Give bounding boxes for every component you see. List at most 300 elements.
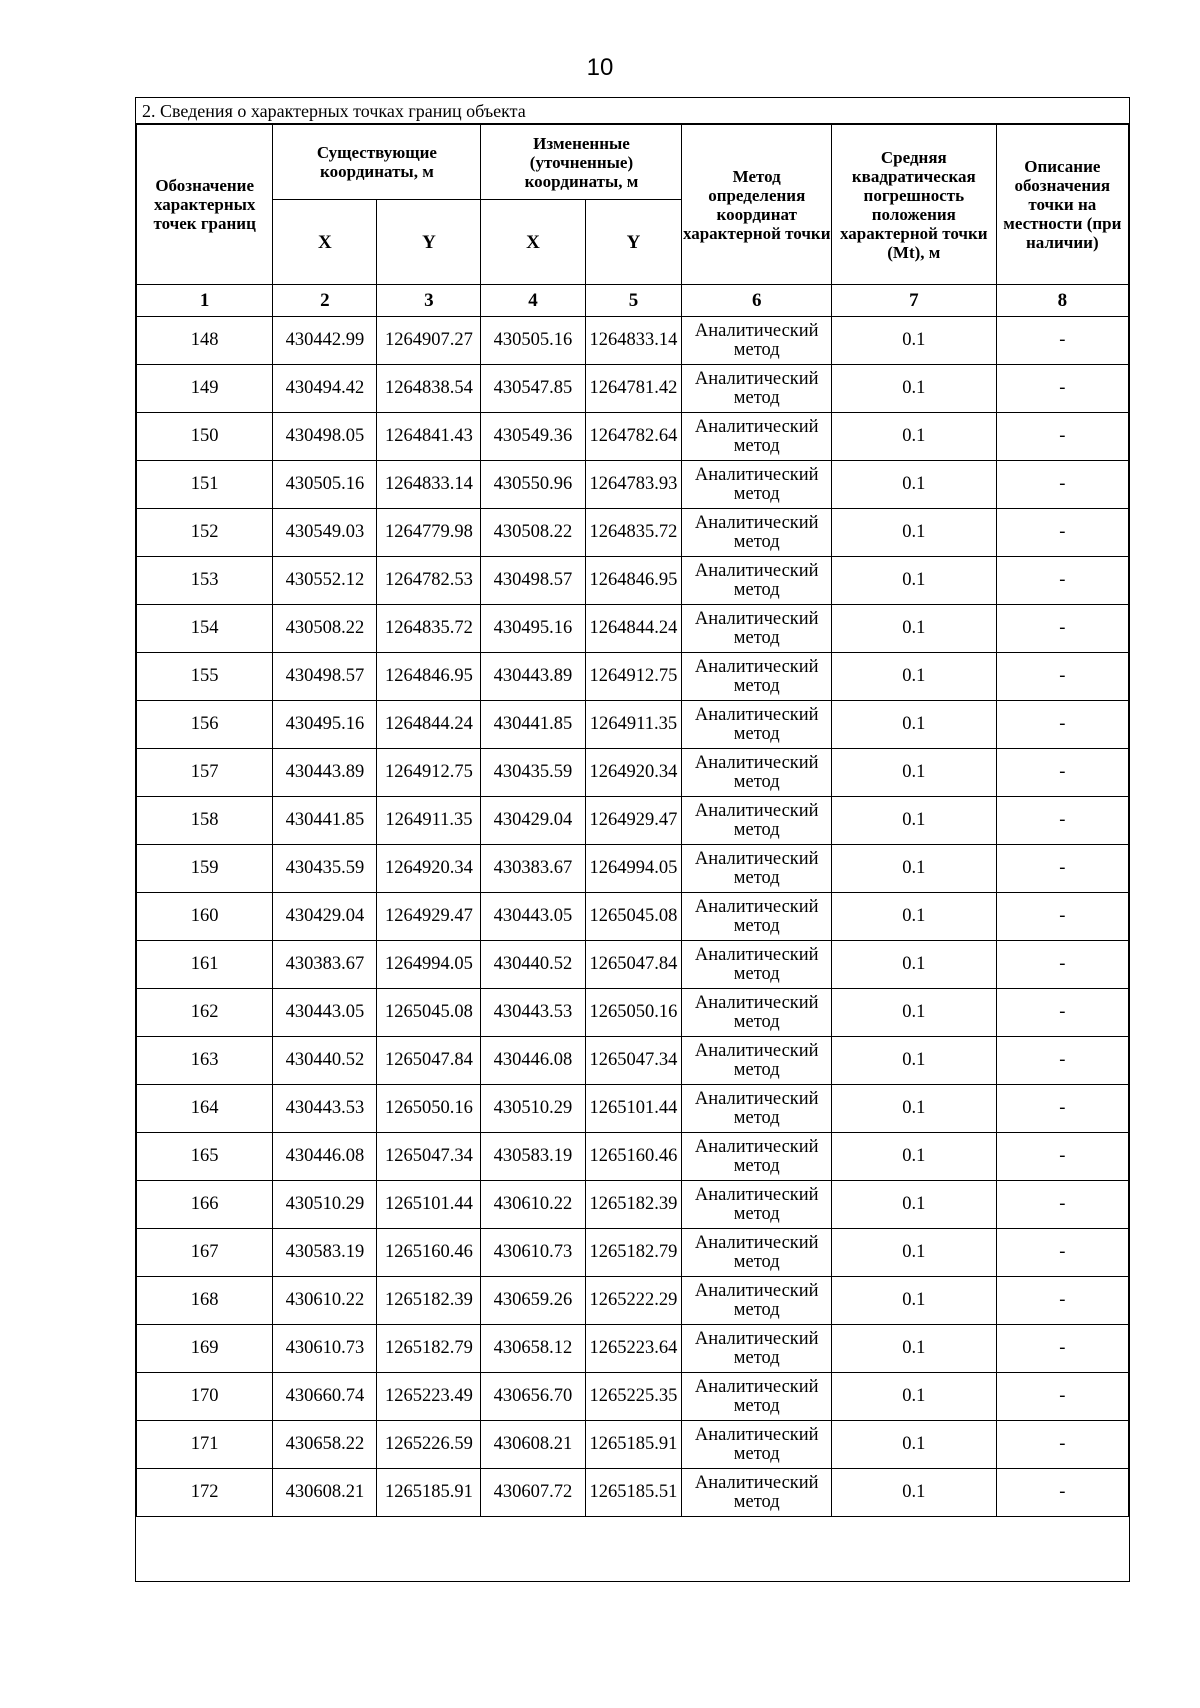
rms-error: 0.1 (831, 509, 996, 557)
changed-x: 430505.16 (481, 317, 585, 365)
column-number: 5 (585, 285, 682, 317)
table-row (137, 1421, 1129, 1469)
point-description: - (996, 1085, 1128, 1133)
point-id: 164 (137, 1085, 273, 1133)
header-method: Метод определения координат характерной точки (682, 125, 832, 285)
point-id: 149 (137, 365, 273, 413)
existing-y: 1264838.54 (377, 365, 481, 413)
changed-y: 1264783.93 (585, 461, 682, 509)
header-point-designation: Обозначение характерных точек границ (137, 125, 273, 285)
existing-y: 1264835.72 (377, 605, 481, 653)
changed-x: 430659.26 (481, 1277, 585, 1325)
existing-y: 1265223.49 (377, 1373, 481, 1421)
changed-y: 1264920.34 (585, 749, 682, 797)
existing-x: 430442.99 (273, 317, 377, 365)
method-cell (682, 653, 832, 701)
existing-y: 1265160.46 (377, 1229, 481, 1277)
changed-x: 430510.29 (481, 1085, 585, 1133)
changed-x: 430441.85 (481, 701, 585, 749)
existing-x: 430494.42 (273, 365, 377, 413)
point-id: 159 (137, 845, 273, 893)
method-line-2: метод (733, 1107, 780, 1128)
point-description: - (996, 1469, 1128, 1517)
method-line-1: Аналитический (694, 1376, 819, 1397)
point-description: - (996, 797, 1128, 845)
changed-y: 1264912.75 (585, 653, 682, 701)
changed-x: 430508.22 (481, 509, 585, 557)
header-existing-coords: Существующие координаты, м (273, 125, 481, 200)
rms-error: 0.1 (831, 1181, 996, 1229)
method-line-1: Аналитический (694, 752, 819, 773)
boundary-points-table (136, 124, 1129, 1517)
method-line-1: Аналитический (694, 1136, 819, 1157)
header-rms-error: Средняя квадратическая погрешность положения характерной точки (Mt), м (831, 125, 996, 285)
rms-error: 0.1 (831, 1469, 996, 1517)
points-section (135, 97, 1130, 1582)
changed-y: 1265047.84 (585, 941, 682, 989)
method-cell (682, 1421, 832, 1469)
existing-y: 1264911.35 (377, 797, 481, 845)
rms-error: 0.1 (831, 1277, 996, 1325)
method-line-1: Аналитический (694, 1088, 819, 1109)
existing-x: 430505.16 (273, 461, 377, 509)
method-cell (682, 797, 832, 845)
point-description: - (996, 1373, 1128, 1421)
rms-error: 0.1 (831, 1421, 996, 1469)
existing-x: 430610.22 (273, 1277, 377, 1325)
rms-error: 0.1 (831, 1085, 996, 1133)
table-row (137, 701, 1129, 749)
existing-x: 430658.22 (273, 1421, 377, 1469)
rms-error: 0.1 (831, 1373, 996, 1421)
changed-y: 1265182.39 (585, 1181, 682, 1229)
rms-error: 0.1 (831, 1229, 996, 1277)
point-id: 157 (137, 749, 273, 797)
point-description: - (996, 1133, 1128, 1181)
changed-y: 1265050.16 (585, 989, 682, 1037)
method-cell (682, 989, 832, 1037)
point-id: 150 (137, 413, 273, 461)
table-body (137, 317, 1129, 1517)
method-line-2: метод (733, 435, 780, 456)
table-row (137, 461, 1129, 509)
method-cell (682, 557, 832, 605)
method-line-1: Аналитический (694, 1328, 819, 1349)
changed-y: 1265047.34 (585, 1037, 682, 1085)
method-line-2: метод (733, 1443, 780, 1464)
point-id: 156 (137, 701, 273, 749)
existing-x: 430443.89 (273, 749, 377, 797)
rms-error: 0.1 (831, 1133, 996, 1181)
method-line-1: Аналитический (694, 1232, 819, 1253)
changed-y: 1265223.64 (585, 1325, 682, 1373)
table-row (137, 557, 1129, 605)
table-row (137, 365, 1129, 413)
point-id: 151 (137, 461, 273, 509)
method-line-2: метод (733, 1155, 780, 1176)
changed-y: 1265160.46 (585, 1133, 682, 1181)
method-line-2: метод (733, 579, 780, 600)
existing-y: 1265182.79 (377, 1325, 481, 1373)
method-line-1: Аналитический (694, 848, 819, 869)
method-cell (682, 605, 832, 653)
method-line-2: метод (733, 1203, 780, 1224)
point-description: - (996, 1325, 1128, 1373)
table-row (137, 845, 1129, 893)
method-line-1: Аналитический (694, 944, 819, 965)
rms-error: 0.1 (831, 893, 996, 941)
changed-x: 430547.85 (481, 365, 585, 413)
rms-error: 0.1 (831, 653, 996, 701)
rms-error: 0.1 (831, 413, 996, 461)
method-line-1: Аналитический (694, 896, 819, 917)
point-id: 153 (137, 557, 273, 605)
changed-x: 430429.04 (481, 797, 585, 845)
changed-y: 1265045.08 (585, 893, 682, 941)
point-id: 148 (137, 317, 273, 365)
method-cell (682, 1037, 832, 1085)
section-title: 2. Сведения о характерных точках границ объекта (136, 98, 1129, 124)
header-existing-y: Y (377, 200, 481, 285)
table-row (137, 1133, 1129, 1181)
point-id: 166 (137, 1181, 273, 1229)
table-row (137, 749, 1129, 797)
method-cell (682, 893, 832, 941)
existing-y: 1265185.91 (377, 1469, 481, 1517)
existing-y: 1264929.47 (377, 893, 481, 941)
method-line-1: Аналитический (694, 1040, 819, 1061)
method-line-2: метод (733, 627, 780, 648)
method-line-2: метод (733, 1491, 780, 1512)
changed-x: 430443.89 (481, 653, 585, 701)
changed-x: 430656.70 (481, 1373, 585, 1421)
existing-x: 430498.57 (273, 653, 377, 701)
existing-x: 430510.29 (273, 1181, 377, 1229)
method-line-2: метод (733, 771, 780, 792)
changed-y: 1265101.44 (585, 1085, 682, 1133)
existing-y: 1264907.27 (377, 317, 481, 365)
rms-error: 0.1 (831, 1037, 996, 1085)
existing-x: 430610.73 (273, 1325, 377, 1373)
header-existing-x: X (273, 200, 377, 285)
changed-y: 1264994.05 (585, 845, 682, 893)
rms-error: 0.1 (831, 797, 996, 845)
changed-x: 430443.05 (481, 893, 585, 941)
method-line-2: метод (733, 531, 780, 552)
method-cell (682, 1133, 832, 1181)
existing-y: 1265226.59 (377, 1421, 481, 1469)
method-cell (682, 461, 832, 509)
method-cell (682, 365, 832, 413)
method-line-2: метод (733, 1251, 780, 1272)
method-line-1: Аналитический (694, 608, 819, 629)
point-description: - (996, 461, 1128, 509)
table-row (137, 1085, 1129, 1133)
existing-y: 1264912.75 (377, 749, 481, 797)
method-line-2: метод (733, 1347, 780, 1368)
point-id: 161 (137, 941, 273, 989)
existing-y: 1265182.39 (377, 1277, 481, 1325)
method-line-1: Аналитический (694, 1280, 819, 1301)
existing-x: 430552.12 (273, 557, 377, 605)
column-number: 8 (996, 285, 1128, 317)
table-row (137, 1325, 1129, 1373)
rms-error: 0.1 (831, 989, 996, 1037)
point-id: 169 (137, 1325, 273, 1373)
method-line-1: Аналитический (694, 992, 819, 1013)
existing-x: 430383.67 (273, 941, 377, 989)
changed-x: 430583.19 (481, 1133, 585, 1181)
point-description: - (996, 989, 1128, 1037)
changed-x: 430610.73 (481, 1229, 585, 1277)
point-id: 158 (137, 797, 273, 845)
column-number: 4 (481, 285, 585, 317)
changed-y: 1265185.91 (585, 1421, 682, 1469)
rms-error: 0.1 (831, 605, 996, 653)
existing-y: 1265045.08 (377, 989, 481, 1037)
changed-y: 1265222.29 (585, 1277, 682, 1325)
existing-y: 1265101.44 (377, 1181, 481, 1229)
changed-x: 430383.67 (481, 845, 585, 893)
method-line-1: Аналитический (694, 1472, 819, 1493)
changed-y: 1264929.47 (585, 797, 682, 845)
method-cell (682, 749, 832, 797)
point-description: - (996, 509, 1128, 557)
changed-x: 430440.52 (481, 941, 585, 989)
point-description: - (996, 1037, 1128, 1085)
point-id: 152 (137, 509, 273, 557)
point-id: 168 (137, 1277, 273, 1325)
method-line-2: метод (733, 915, 780, 936)
point-description: - (996, 749, 1128, 797)
point-description: - (996, 653, 1128, 701)
existing-x: 430660.74 (273, 1373, 377, 1421)
point-id: 160 (137, 893, 273, 941)
existing-y: 1264841.43 (377, 413, 481, 461)
changed-y: 1265185.51 (585, 1469, 682, 1517)
column-number-row (137, 285, 1129, 317)
point-description: - (996, 605, 1128, 653)
changed-x: 430610.22 (481, 1181, 585, 1229)
point-description: - (996, 701, 1128, 749)
point-description: - (996, 1277, 1128, 1325)
existing-y: 1265050.16 (377, 1085, 481, 1133)
point-id: 172 (137, 1469, 273, 1517)
changed-x: 430607.72 (481, 1469, 585, 1517)
page-number: 10 (586, 54, 614, 81)
method-cell (682, 941, 832, 989)
existing-x: 430443.53 (273, 1085, 377, 1133)
rms-error: 0.1 (831, 941, 996, 989)
method-line-1: Аналитический (694, 800, 819, 821)
point-id: 171 (137, 1421, 273, 1469)
point-description: - (996, 1181, 1128, 1229)
point-id: 170 (137, 1373, 273, 1421)
rms-error: 0.1 (831, 461, 996, 509)
rms-error: 0.1 (831, 845, 996, 893)
point-description: - (996, 1229, 1128, 1277)
table-row (137, 797, 1129, 845)
existing-y: 1264920.34 (377, 845, 481, 893)
method-cell (682, 317, 832, 365)
rms-error: 0.1 (831, 1325, 996, 1373)
table-row (137, 1469, 1129, 1517)
column-number: 3 (377, 285, 481, 317)
method-line-2: метод (733, 723, 780, 744)
existing-x: 430498.05 (273, 413, 377, 461)
method-line-1: Аналитический (694, 1184, 819, 1205)
changed-x: 430435.59 (481, 749, 585, 797)
existing-y: 1265047.34 (377, 1133, 481, 1181)
method-line-2: метод (733, 963, 780, 984)
table-row (137, 989, 1129, 1037)
method-line-1: Аналитический (694, 464, 819, 485)
point-description: - (996, 365, 1128, 413)
point-description: - (996, 413, 1128, 461)
existing-x: 430583.19 (273, 1229, 377, 1277)
method-line-2: метод (733, 339, 780, 360)
changed-y: 1264911.35 (585, 701, 682, 749)
table-row (137, 317, 1129, 365)
column-number: 2 (273, 285, 377, 317)
method-cell (682, 1229, 832, 1277)
existing-y: 1264782.53 (377, 557, 481, 605)
method-line-1: Аналитический (694, 1424, 819, 1445)
method-cell (682, 1469, 832, 1517)
existing-x: 430440.52 (273, 1037, 377, 1085)
method-line-2: метод (733, 1395, 780, 1416)
column-number: 6 (682, 285, 832, 317)
point-description: - (996, 893, 1128, 941)
existing-y: 1264994.05 (377, 941, 481, 989)
method-line-1: Аналитический (694, 320, 819, 341)
point-description: - (996, 1421, 1128, 1469)
rms-error: 0.1 (831, 749, 996, 797)
method-cell (682, 509, 832, 557)
rms-error: 0.1 (831, 365, 996, 413)
method-cell (682, 1325, 832, 1373)
method-line-2: метод (733, 483, 780, 504)
method-cell (682, 1181, 832, 1229)
changed-x: 430443.53 (481, 989, 585, 1037)
method-line-2: метод (733, 1011, 780, 1032)
method-cell (682, 701, 832, 749)
existing-y: 1264779.98 (377, 509, 481, 557)
point-description: - (996, 557, 1128, 605)
table-row (137, 509, 1129, 557)
point-id: 167 (137, 1229, 273, 1277)
changed-y: 1264782.64 (585, 413, 682, 461)
point-id: 155 (137, 653, 273, 701)
column-number: 7 (831, 285, 996, 317)
changed-y: 1265182.79 (585, 1229, 682, 1277)
method-cell (682, 413, 832, 461)
table-row (137, 605, 1129, 653)
changed-y: 1264835.72 (585, 509, 682, 557)
method-line-2: метод (733, 867, 780, 888)
table-row (137, 653, 1129, 701)
header-changed-x: X (481, 200, 585, 285)
method-line-2: метод (733, 1059, 780, 1080)
method-cell (682, 1085, 832, 1133)
existing-x: 430549.03 (273, 509, 377, 557)
method-line-1: Аналитический (694, 512, 819, 533)
table-row (137, 941, 1129, 989)
existing-x: 430435.59 (273, 845, 377, 893)
method-cell (682, 1277, 832, 1325)
point-description: - (996, 845, 1128, 893)
method-line-2: метод (733, 387, 780, 408)
rms-error: 0.1 (831, 557, 996, 605)
existing-x: 430446.08 (273, 1133, 377, 1181)
point-id: 163 (137, 1037, 273, 1085)
changed-x: 430446.08 (481, 1037, 585, 1085)
table-row (137, 1277, 1129, 1325)
existing-x: 430495.16 (273, 701, 377, 749)
existing-x: 430429.04 (273, 893, 377, 941)
rms-error: 0.1 (831, 701, 996, 749)
rms-error: 0.1 (831, 317, 996, 365)
header-changed-coords: Измененные (уточненные) координаты, м (481, 125, 682, 200)
method-line-1: Аналитический (694, 368, 819, 389)
existing-y: 1264846.95 (377, 653, 481, 701)
existing-y: 1265047.84 (377, 1037, 481, 1085)
method-line-2: метод (733, 675, 780, 696)
existing-y: 1264844.24 (377, 701, 481, 749)
changed-x: 430549.36 (481, 413, 585, 461)
changed-x: 430608.21 (481, 1421, 585, 1469)
point-description: - (996, 317, 1128, 365)
table-row (137, 1373, 1129, 1421)
point-id: 154 (137, 605, 273, 653)
existing-x: 430608.21 (273, 1469, 377, 1517)
changed-y: 1265225.35 (585, 1373, 682, 1421)
changed-x: 430498.57 (481, 557, 585, 605)
method-line-1: Аналитический (694, 656, 819, 677)
method-line-2: метод (733, 1299, 780, 1320)
table-row (137, 413, 1129, 461)
table-row (137, 1037, 1129, 1085)
point-id: 162 (137, 989, 273, 1037)
changed-y: 1264833.14 (585, 317, 682, 365)
table-footer-blank (136, 1517, 1129, 1565)
existing-x: 430441.85 (273, 797, 377, 845)
changed-y: 1264844.24 (585, 605, 682, 653)
header-description: Описание обозначения точки на местности (при наличии) (996, 125, 1128, 285)
column-number: 1 (137, 285, 273, 317)
changed-y: 1264846.95 (585, 557, 682, 605)
changed-x: 430495.16 (481, 605, 585, 653)
table-row (137, 1181, 1129, 1229)
method-line-1: Аналитический (694, 704, 819, 725)
table-row (137, 1229, 1129, 1277)
existing-x: 430508.22 (273, 605, 377, 653)
method-line-2: метод (733, 819, 780, 840)
changed-y: 1264781.42 (585, 365, 682, 413)
method-line-1: Аналитический (694, 416, 819, 437)
header-changed-y: Y (585, 200, 682, 285)
method-line-1: Аналитический (694, 560, 819, 581)
table-row (137, 893, 1129, 941)
point-id: 165 (137, 1133, 273, 1181)
changed-x: 430658.12 (481, 1325, 585, 1373)
method-cell (682, 1373, 832, 1421)
point-description: - (996, 941, 1128, 989)
existing-y: 1264833.14 (377, 461, 481, 509)
existing-x: 430443.05 (273, 989, 377, 1037)
method-cell (682, 845, 832, 893)
changed-x: 430550.96 (481, 461, 585, 509)
